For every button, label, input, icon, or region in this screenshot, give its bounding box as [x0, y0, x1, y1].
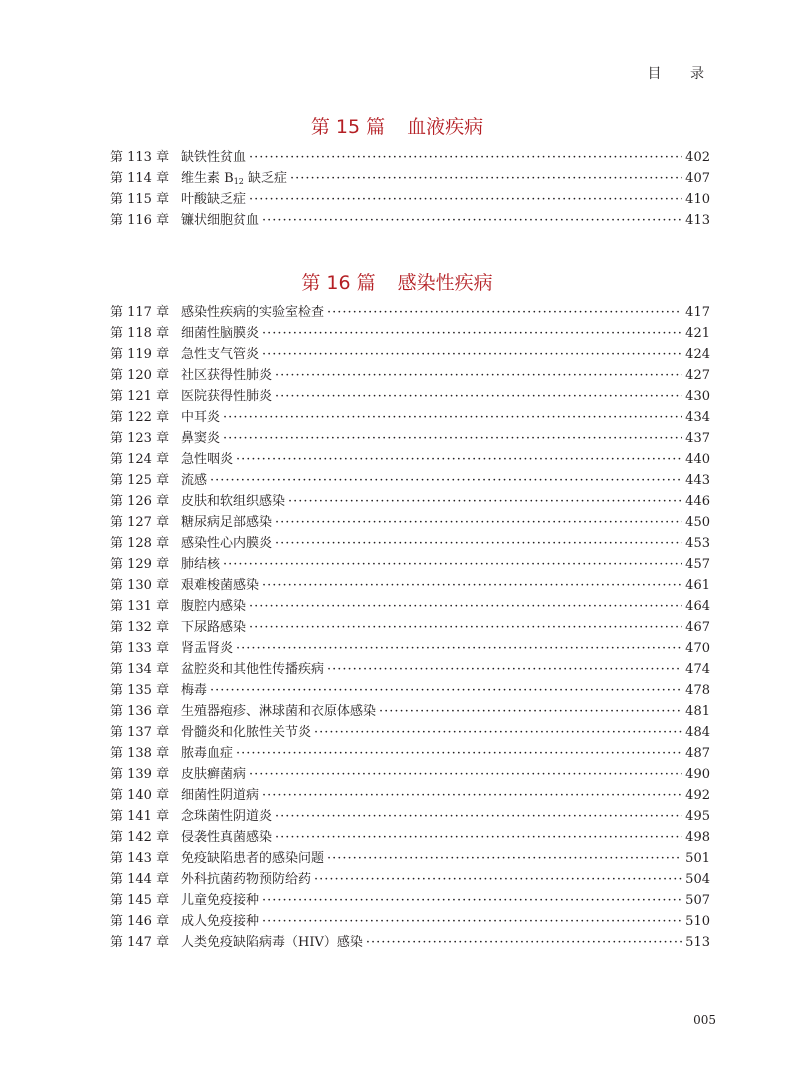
chapter-number: 第 147 章	[110, 935, 170, 950]
dot-leader	[275, 365, 682, 386]
dot-leader	[249, 617, 682, 638]
dot-leader	[290, 168, 682, 189]
dot-leader	[275, 806, 682, 827]
toc-entry[interactable]	[110, 848, 710, 869]
toc-entry[interactable]	[110, 722, 710, 743]
toc-entry[interactable]	[110, 638, 710, 659]
page-ref: 507	[685, 893, 710, 908]
page-ref: 487	[685, 746, 710, 761]
part-title: 血液疾病	[407, 116, 484, 138]
chapter-number: 第 119 章	[110, 347, 170, 362]
chapter-title: 缺铁性贫血	[181, 150, 247, 165]
chapter-number: 第 128 章	[110, 536, 170, 551]
toc-entry[interactable]	[110, 210, 710, 231]
toc-entry[interactable]	[110, 533, 710, 554]
chapter-title: 侵袭性真菌感染	[181, 830, 273, 845]
chapter-title: 叶酸缺乏症	[181, 192, 247, 207]
dot-leader	[223, 407, 682, 428]
toc-entry[interactable]	[110, 428, 710, 449]
chapter-title: 儿童免疫接种	[181, 893, 260, 908]
toc-entry[interactable]	[110, 470, 710, 491]
page-ref: 424	[685, 347, 710, 362]
dot-leader	[223, 554, 682, 575]
dot-leader	[275, 827, 682, 848]
chapter-number: 第 140 章	[110, 788, 170, 803]
chapter-title: 成人免疫接种	[181, 914, 260, 929]
toc-entry[interactable]	[110, 617, 710, 638]
dot-leader	[379, 701, 682, 722]
page-ref: 478	[685, 683, 710, 698]
toc-entry[interactable]	[110, 785, 710, 806]
toc-entry[interactable]	[110, 365, 710, 386]
chapter-number: 第 143 章	[110, 851, 170, 866]
dot-leader	[236, 638, 682, 659]
toc-entry[interactable]	[110, 344, 710, 365]
chapter-number: 第 136 章	[110, 704, 170, 719]
chapter-number: 第 125 章	[110, 473, 170, 488]
chapter-title: 人类免疫缺陷病毒（HIV）感染	[181, 935, 363, 950]
page-ref: 470	[685, 641, 710, 656]
page-ref: 498	[685, 830, 710, 845]
running-header: 目 录	[647, 66, 716, 82]
chapter-title: 艰难梭菌感染	[181, 578, 260, 593]
toc-entry[interactable]	[110, 407, 710, 428]
toc-entry[interactable]	[110, 596, 710, 617]
chapter-number: 第 137 章	[110, 725, 170, 740]
toc-entry[interactable]	[110, 890, 710, 911]
page-ref: 501	[685, 851, 710, 866]
chapter-title: 肺结核	[181, 557, 221, 572]
toc-entry[interactable]	[110, 680, 710, 701]
toc-entry[interactable]	[110, 512, 710, 533]
chapter-title-part: 维生素 B	[181, 171, 234, 186]
toc-list-part-15	[110, 147, 710, 231]
page-ref: 495	[685, 809, 710, 824]
dot-leader	[327, 302, 682, 323]
chapter-number: 第 124 章	[110, 452, 170, 467]
dot-leader	[223, 428, 682, 449]
chapter-title: 感染性疾病的实验室检查	[181, 305, 325, 320]
chapter-number: 第 146 章	[110, 914, 170, 929]
toc-entry[interactable]	[110, 827, 710, 848]
chapter-title: 盆腔炎和其他性传播疾病	[181, 662, 325, 677]
toc-entry[interactable]	[110, 701, 710, 722]
dot-leader	[249, 764, 682, 785]
toc-entry[interactable]	[110, 806, 710, 827]
dot-leader	[210, 680, 682, 701]
toc-entry[interactable]	[110, 302, 710, 323]
dot-leader	[327, 659, 682, 680]
dot-leader	[249, 189, 682, 210]
toc-entry[interactable]	[110, 554, 710, 575]
chapter-number: 第 126 章	[110, 494, 170, 509]
dot-leader	[262, 785, 682, 806]
page-ref: 461	[685, 578, 710, 593]
chapter-title: 医院获得性肺炎	[181, 389, 273, 404]
chapter-number: 第 134 章	[110, 662, 170, 677]
dot-leader	[366, 932, 682, 953]
dot-leader	[236, 449, 682, 470]
chapter-number: 第 122 章	[110, 410, 170, 425]
dot-leader	[249, 596, 682, 617]
part-15-heading	[0, 112, 794, 139]
chapter-number: 第 139 章	[110, 767, 170, 782]
dot-leader	[236, 743, 682, 764]
chapter-number: 第 132 章	[110, 620, 170, 635]
dot-leader	[262, 911, 682, 932]
chapter-title: 肾盂肾炎	[181, 641, 234, 656]
chapter-title: 流感	[181, 473, 208, 488]
dot-leader	[262, 344, 682, 365]
chapter-title: 腹腔内感染	[181, 599, 247, 614]
toc-entry[interactable]	[110, 575, 710, 596]
part-number: 第 15 篇	[310, 116, 386, 138]
chapter-title: 感染性心内膜炎	[181, 536, 273, 551]
chapter-title: 生殖器疱疹、淋球菌和衣原体感染	[181, 704, 377, 719]
chapter-title: 急性支气管炎	[181, 347, 260, 362]
page-ref: 427	[685, 368, 710, 383]
page-number: 005	[693, 1013, 716, 1027]
dot-leader	[275, 512, 682, 533]
chapter-title: 梅毒	[181, 683, 208, 698]
page-ref: 417	[685, 305, 710, 320]
chapter-number: 第 144 章	[110, 872, 170, 887]
page-ref: 474	[685, 662, 710, 677]
chapter-title: 细菌性阴道病	[181, 788, 260, 803]
chapter-title: 镰状细胞贫血	[181, 213, 260, 228]
chapter-title-subscript: 12	[233, 177, 244, 186]
chapter-number: 第 114 章	[110, 171, 170, 186]
chapter-title: 皮肤和软组织感染	[181, 494, 286, 509]
chapter-number: 第 141 章	[110, 809, 170, 824]
chapter-title: 念珠菌性阴道炎	[181, 809, 273, 824]
page-ref: 492	[685, 788, 710, 803]
page-ref: 410	[685, 192, 710, 207]
chapter-number: 第 129 章	[110, 557, 170, 572]
page-ref: 490	[685, 767, 710, 782]
toc-entry[interactable]	[110, 491, 710, 512]
dot-leader	[262, 323, 682, 344]
chapter-title: 急性咽炎	[181, 452, 234, 467]
chapter-number: 第 116 章	[110, 213, 170, 228]
toc-entry[interactable]	[110, 386, 710, 407]
dot-leader	[275, 533, 682, 554]
dot-leader	[275, 386, 682, 407]
chapter-title: 免疫缺陷患者的感染问题	[181, 851, 325, 866]
toc-entry[interactable]	[110, 323, 710, 344]
page-ref: 457	[685, 557, 710, 572]
chapter-title: 糖尿病足部感染	[181, 515, 273, 530]
chapter-title: 鼻窦炎	[181, 431, 221, 446]
dot-leader	[249, 147, 682, 168]
chapter-number: 第 123 章	[110, 431, 170, 446]
page-ref: 467	[685, 620, 710, 635]
page-ref: 446	[685, 494, 710, 509]
page-ref: 402	[685, 150, 710, 165]
toc-entry[interactable]	[110, 743, 710, 764]
toc-entry[interactable]	[110, 189, 710, 210]
chapter-number: 第 131 章	[110, 599, 170, 614]
page-ref: 434	[685, 410, 710, 425]
chapter-number: 第 120 章	[110, 368, 170, 383]
dot-leader	[210, 470, 682, 491]
page-ref: 421	[685, 326, 710, 341]
chapter-number: 第 115 章	[110, 192, 170, 207]
dot-leader	[314, 722, 682, 743]
page-ref: 464	[685, 599, 710, 614]
dot-leader	[262, 890, 682, 911]
toc-entry[interactable]	[110, 449, 710, 470]
page-ref: 510	[685, 914, 710, 929]
chapter-number: 第 133 章	[110, 641, 170, 656]
toc-entry[interactable]	[110, 764, 710, 785]
chapter-number: 第 118 章	[110, 326, 170, 341]
part-title: 感染性疾病	[397, 272, 493, 294]
page-ref: 443	[685, 473, 710, 488]
chapter-number: 第 117 章	[110, 305, 170, 320]
chapter-title: 外科抗菌药物预防给药	[181, 872, 312, 887]
chapter-number: 第 127 章	[110, 515, 170, 530]
chapter-number: 第 130 章	[110, 578, 170, 593]
page-ref: 437	[685, 431, 710, 446]
toc-entry[interactable]	[110, 869, 710, 890]
page-ref: 513	[685, 935, 710, 950]
chapter-title: 骨髓炎和化脓性关节炎	[181, 725, 312, 740]
chapter-number: 第 121 章	[110, 389, 170, 404]
dot-leader	[327, 848, 682, 869]
part-number: 第 16 篇	[301, 272, 376, 294]
chapter-number: 第 113 章	[110, 150, 170, 165]
toc-entry[interactable]	[110, 932, 710, 953]
chapter-title: 中耳炎	[181, 410, 221, 425]
chapter-number: 第 142 章	[110, 830, 170, 845]
chapter-title: 脓毒血症	[181, 746, 234, 761]
page-ref: 413	[685, 213, 710, 228]
chapter-title: 皮肤癣菌病	[181, 767, 247, 782]
toc-entry[interactable]	[110, 147, 710, 168]
toc-entry[interactable]	[110, 168, 710, 189]
dot-leader	[262, 210, 682, 231]
page-ref: 453	[685, 536, 710, 551]
chapter-title: 社区获得性肺炎	[181, 368, 273, 383]
chapter-title: 细菌性脑膜炎	[181, 326, 260, 341]
part-16-heading	[0, 268, 794, 295]
chapter-number: 第 135 章	[110, 683, 170, 698]
chapter-title: 下尿路感染	[181, 620, 247, 635]
dot-leader	[288, 491, 682, 512]
chapter-title-part: 缺乏症	[243, 171, 288, 186]
page-ref: 450	[685, 515, 710, 530]
chapter-number: 第 145 章	[110, 893, 170, 908]
dot-leader	[314, 869, 682, 890]
page-ref: 481	[685, 704, 710, 719]
page-ref: 484	[685, 725, 710, 740]
page-ref: 504	[685, 872, 710, 887]
page-ref: 407	[685, 171, 710, 186]
toc-entry[interactable]	[110, 911, 710, 932]
toc-entry[interactable]	[110, 659, 710, 680]
chapter-number: 第 138 章	[110, 746, 170, 761]
toc-list-part-16	[110, 302, 710, 953]
page-ref: 440	[685, 452, 710, 467]
page-ref: 430	[685, 389, 710, 404]
dot-leader	[262, 575, 682, 596]
